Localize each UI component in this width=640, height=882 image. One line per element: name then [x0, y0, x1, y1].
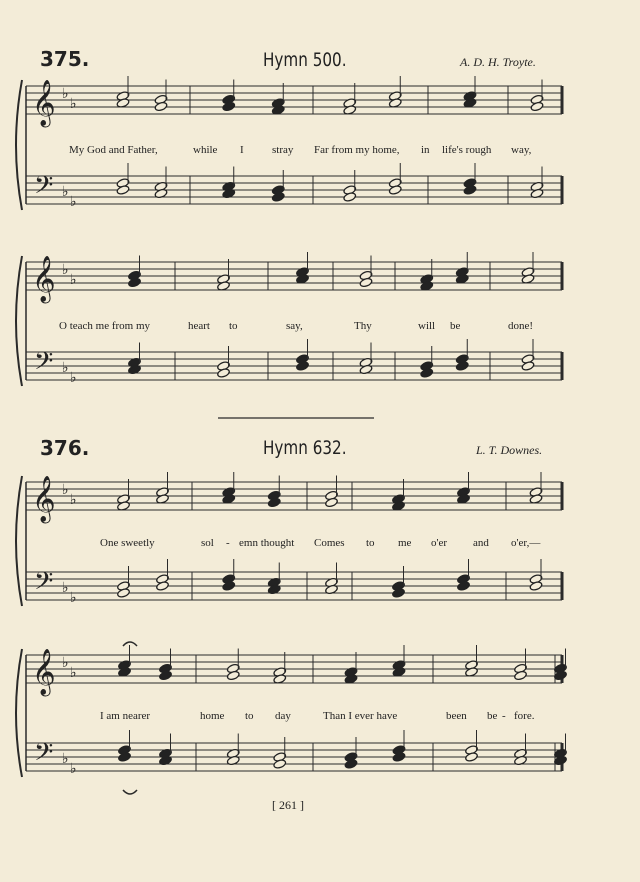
bass-clef-icon: 𝄢 — [34, 347, 54, 382]
treble-clef-icon: 𝄞 — [32, 476, 56, 522]
flat-icon: ♭ — [70, 492, 77, 508]
flat-icon: ♭ — [62, 360, 69, 376]
hymn-title: Hymn 632. — [263, 437, 347, 459]
treble-clef-icon: 𝄞 — [32, 80, 56, 126]
lyric-syllable: day — [275, 710, 291, 722]
lyric-syllable: sol — [201, 537, 214, 549]
lyric-syllable: way, — [511, 144, 532, 156]
lyric-syllable: Comes — [314, 537, 345, 549]
lyric-syllable: Thy — [354, 320, 372, 332]
hymn-number: 375. — [40, 47, 90, 71]
lyric-syllable: Far from my home, — [314, 144, 400, 156]
fermata-icon — [123, 790, 137, 794]
flat-icon: ♭ — [70, 590, 77, 606]
bass-clef-icon: 𝄢 — [34, 567, 54, 602]
lyric-syllable: o'er — [431, 537, 448, 549]
lyric-syllable: life's rough — [442, 144, 492, 156]
lyric-syllable: been — [446, 710, 467, 722]
treble-clef-icon: 𝄞 — [32, 649, 56, 695]
lyric-syllable: while — [193, 144, 218, 156]
hymn-title: Hymn 500. — [263, 49, 347, 71]
flat-icon: ♭ — [62, 86, 69, 102]
lyric-syllable: - — [502, 710, 506, 722]
lyric-syllable: to — [366, 537, 375, 549]
bass-clef-icon: 𝄢 — [34, 738, 54, 773]
lyric-syllable: done! — [508, 320, 534, 332]
lyric-syllable: be — [487, 710, 498, 722]
system-bracket — [16, 649, 22, 777]
treble-clef-icon: 𝄞 — [32, 256, 56, 302]
hymn-composer: A. D. H. Troyte. — [460, 55, 536, 69]
lyric-syllable: - — [226, 537, 230, 549]
lyric-syllable: o'er,— — [511, 537, 541, 549]
lyric-syllable: to — [245, 710, 254, 722]
bass-clef-icon: 𝄢 — [34, 171, 54, 206]
flat-icon: ♭ — [70, 96, 77, 112]
flat-icon: ♭ — [62, 580, 69, 596]
hymn-composer: L. T. Downes. — [476, 443, 543, 457]
lyric-syllable: in — [421, 144, 430, 156]
flat-icon: ♭ — [70, 370, 77, 386]
system-bracket — [16, 476, 22, 606]
flat-icon: ♭ — [70, 194, 77, 210]
lyric-syllable: emn thought — [239, 537, 295, 549]
flat-icon: ♭ — [62, 655, 69, 671]
lyric-syllable: I — [240, 144, 244, 156]
flat-icon: ♭ — [70, 761, 77, 777]
lyric-syllable: say, — [286, 320, 303, 332]
lyric-syllable: heart — [188, 320, 210, 332]
hymn-number: 376. — [40, 436, 90, 460]
flat-icon: ♭ — [62, 751, 69, 767]
lyric-syllable: will — [418, 320, 436, 332]
lyric-syllable: me — [398, 537, 412, 549]
lyric-syllable: to — [229, 320, 238, 332]
lyric-syllable: I am nearer — [100, 710, 151, 722]
lyric-syllable: fore. — [514, 710, 535, 722]
flat-icon: ♭ — [70, 272, 77, 288]
flat-icon: ♭ — [70, 665, 77, 681]
system-bracket — [16, 80, 22, 210]
lyric-syllable: and — [473, 537, 489, 549]
page-number: [ 261 ] — [272, 798, 304, 812]
lyric-syllable: My God and Father, — [69, 144, 158, 156]
lyric-syllable: O teach me from my — [59, 320, 151, 332]
lyric-syllable: One sweetly — [100, 537, 155, 549]
lyric-syllable: stray — [272, 144, 294, 156]
lyric-syllable: home — [200, 710, 225, 722]
flat-icon: ♭ — [62, 184, 69, 200]
flat-icon: ♭ — [62, 482, 69, 498]
flat-icon: ♭ — [62, 262, 69, 278]
lyric-syllable: Than I ever have — [323, 710, 398, 722]
lyric-syllable: be — [450, 320, 461, 332]
system-bracket — [16, 256, 22, 386]
